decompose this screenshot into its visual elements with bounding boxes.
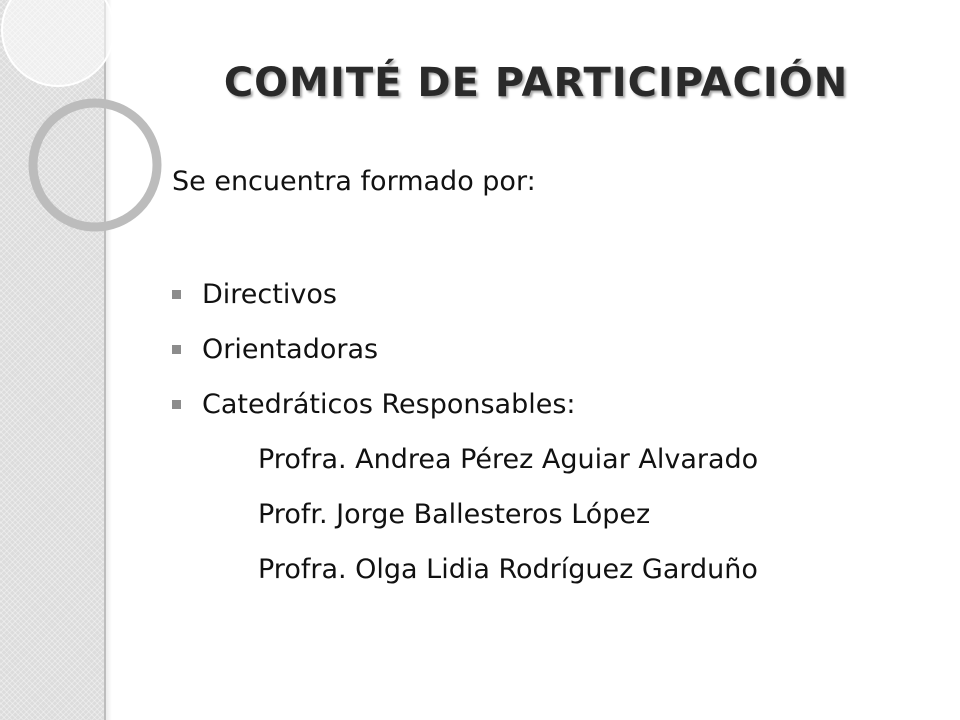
decorative-ring	[33, 103, 157, 227]
list-item-label: Directivos	[202, 279, 337, 310]
list-item	[172, 334, 576, 389]
slide-title: COMITÉ DE PARTICIPACIÓN	[223, 60, 849, 106]
decorative-circles	[0, 0, 200, 260]
square-bullet-icon	[172, 345, 181, 354]
bullet-list	[172, 279, 576, 444]
decorative-circle-large	[2, 0, 114, 86]
square-bullet-icon	[172, 290, 181, 299]
list-item	[172, 279, 576, 334]
responsable-name: Profra. Olga Lidia Rodríguez Garduño	[258, 554, 758, 585]
responsable-name: Profra. Andrea Pérez Aguiar Alvarado	[258, 444, 759, 475]
responsables-list	[258, 444, 758, 609]
list-item-label: Catedráticos Responsables:	[202, 389, 576, 420]
responsable-name: Profr. Jorge Ballesteros López	[258, 499, 651, 530]
list-item	[172, 389, 576, 444]
square-bullet-icon	[172, 400, 181, 409]
list-item-label: Orientadoras	[202, 334, 379, 365]
intro-text: Se encuentra formado por:	[172, 166, 536, 197]
